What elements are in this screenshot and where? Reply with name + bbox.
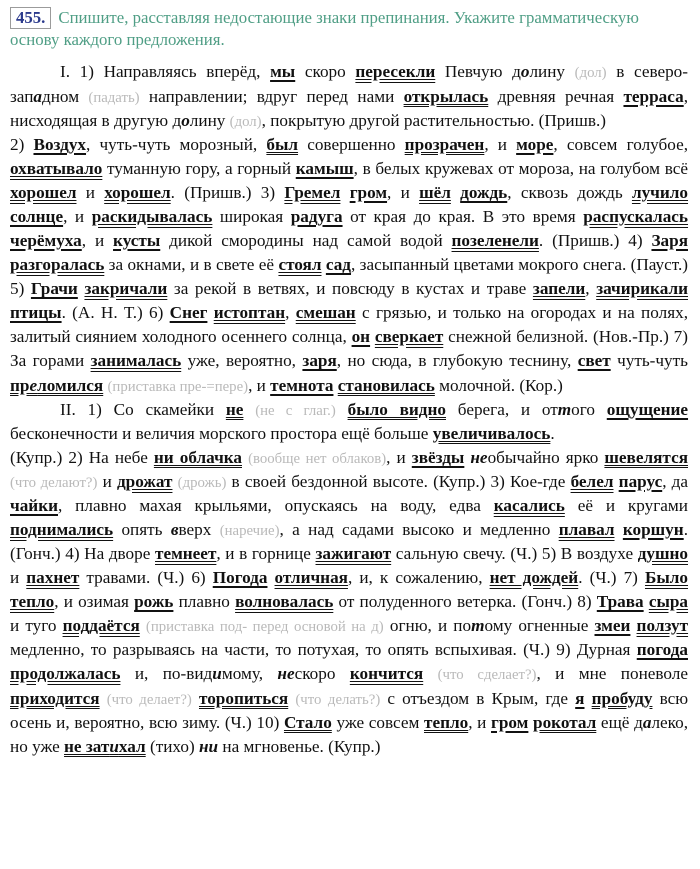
- text-run: мы: [270, 62, 296, 82]
- text-run: пересекли: [355, 62, 436, 82]
- text-run: закричали: [84, 279, 168, 299]
- text-run: кусты: [113, 231, 161, 251]
- paragraph-part1-sentence1: [10, 60, 688, 132]
- paragraph-part1-sentences2-7: [10, 133, 688, 398]
- text-run: шевелятся: [604, 447, 688, 467]
- text-run: поднимались: [10, 519, 114, 539]
- text-run: , и озимая: [54, 592, 135, 612]
- text-run: ,: [585, 279, 597, 299]
- text-run: 2): [10, 134, 34, 154]
- text-run: коршун: [622, 519, 684, 539]
- text-run: пр: [10, 375, 30, 395]
- text-run: от края до края. В это время: [342, 206, 584, 226]
- text-run: ому огненные: [484, 616, 595, 636]
- text-run: Снег: [169, 303, 208, 323]
- text-run: змеи: [594, 616, 631, 636]
- text-run: Трава: [596, 592, 644, 612]
- text-run: скоро: [295, 62, 356, 82]
- text-run: занималась: [90, 351, 182, 371]
- text-run: чайки: [10, 495, 58, 515]
- text-run: совершенно: [298, 134, 405, 154]
- text-run: не зат: [64, 736, 110, 756]
- text-run: (приставка пре-=пере): [107, 378, 249, 395]
- text-run: [423, 664, 437, 683]
- text-run: Гремел: [284, 182, 341, 202]
- text-run: т: [557, 399, 572, 419]
- text-run: зачирикали: [596, 279, 688, 299]
- text-run: от полуденного ветерка. (Гонч.) 8): [333, 592, 597, 612]
- text-run: море: [516, 134, 554, 154]
- text-run: [243, 400, 255, 419]
- text-run: (не с глаг.): [255, 402, 336, 419]
- text-run: свет: [577, 351, 611, 371]
- text-run: касались: [493, 495, 565, 515]
- text-run: ещё д: [596, 712, 643, 732]
- text-run: Погода: [212, 568, 268, 588]
- text-run: не: [225, 399, 244, 419]
- text-run: распускалась: [583, 206, 689, 226]
- text-run: .: [550, 423, 555, 443]
- text-run: за рекой в ветвях, и повсюду в кустах и траве: [167, 279, 533, 299]
- text-run: , и, к сожалению,: [347, 568, 490, 588]
- text-run: приходится: [10, 688, 100, 708]
- text-run: всю осень и, вероятно, всю зиму. (Ч.) 10): [10, 688, 689, 732]
- text-run: нет дождей: [489, 568, 579, 588]
- text-run: за окнами, и в свете её: [104, 255, 279, 275]
- text-run: , и: [387, 182, 420, 202]
- text-run: , в белых кружевах от мороза, на голубом всё: [353, 158, 688, 178]
- exercise-number: 455.: [10, 7, 51, 29]
- text-run: и: [10, 568, 27, 588]
- text-run: был: [266, 134, 299, 154]
- text-run: , засыпанный цветами мокрого снега. (Пауст.) 5): [10, 255, 688, 299]
- text-run: он: [351, 327, 371, 347]
- text-run: волновалась: [235, 592, 334, 612]
- text-run: отличная: [274, 568, 348, 588]
- text-run: и: [76, 182, 105, 202]
- text-run: прозрачен: [404, 134, 485, 154]
- text-run: не: [277, 664, 295, 684]
- text-run: лину: [189, 110, 230, 130]
- text-run: , и в горнице: [216, 544, 316, 564]
- text-run: в северо-зап: [10, 62, 689, 106]
- text-run: верх: [178, 519, 220, 539]
- text-run: , и: [63, 206, 92, 226]
- text-run: Заря: [651, 231, 688, 251]
- text-run: в: [170, 519, 179, 539]
- text-run: дикой смородины над самой водой: [160, 231, 452, 251]
- text-run: солнце: [10, 206, 64, 226]
- text-run: рожь: [134, 592, 174, 612]
- text-run: , нисходящая в другую д: [10, 86, 688, 130]
- text-run: шёл: [419, 182, 451, 202]
- text-run: . (Пришв.) 3): [170, 182, 285, 202]
- text-run: а: [33, 86, 42, 106]
- text-run: сальную свечу. (Ч.) 5) В воздухе: [391, 544, 638, 564]
- text-run: парус: [618, 471, 663, 491]
- text-run: белел: [570, 471, 614, 491]
- text-run: гром: [491, 712, 529, 732]
- text-run: мому,: [221, 664, 278, 684]
- text-run: травами. (Ч.) 6): [79, 568, 213, 588]
- text-run: тепло: [424, 712, 469, 732]
- text-run: сыра: [648, 592, 689, 612]
- text-run: , покрытую другой растительностью. (Пришв.): [261, 110, 606, 130]
- text-run: , совсем голубое,: [553, 134, 688, 154]
- text-run: , и: [468, 712, 492, 732]
- text-run: [340, 183, 349, 202]
- text-run: в своей бездонной высоте. (Купр.) 3) Кое-где: [226, 471, 571, 491]
- text-run: птицы: [10, 303, 62, 323]
- text-run: е: [29, 375, 38, 395]
- text-run: рокотал: [533, 712, 597, 732]
- text-run: ни облачка: [153, 447, 242, 467]
- text-run: зажигают: [315, 544, 392, 564]
- text-run: Стало: [283, 712, 332, 732]
- text-run: черёмуха: [10, 231, 82, 251]
- text-run: о: [181, 110, 190, 130]
- text-run: увеличивалось: [432, 423, 551, 443]
- text-run: уже совсем: [331, 712, 424, 732]
- text-run: уже, вероятно,: [181, 351, 303, 371]
- text-run: и, по-вид: [120, 664, 213, 684]
- text-run: было видно: [347, 399, 447, 419]
- text-run: (что делают?): [10, 474, 98, 491]
- text-run: широкая: [212, 206, 291, 226]
- text-run: (что делать?): [295, 691, 381, 708]
- text-run: [336, 400, 348, 419]
- text-run: душно: [637, 544, 688, 564]
- text-run: (падать): [88, 89, 140, 106]
- text-run: хал: [118, 736, 146, 756]
- text-run: кончится: [349, 664, 424, 684]
- text-run: , и: [386, 447, 412, 467]
- text-run: не: [470, 447, 488, 467]
- text-run: и: [109, 736, 119, 756]
- text-run: ломился: [37, 375, 104, 395]
- text-run: и туго: [10, 616, 63, 636]
- text-run: стоял: [278, 255, 322, 275]
- text-run: о: [520, 62, 530, 82]
- text-run: чуть-чуть: [610, 351, 688, 371]
- text-run: [267, 568, 274, 587]
- text-run: (дол): [229, 113, 262, 130]
- text-run: разгоралась: [10, 255, 105, 275]
- text-run: гром: [349, 182, 388, 202]
- text-run: (тихо): [145, 736, 199, 756]
- exercise-header: [10, 7, 688, 51]
- text-run: , и мне поневоле: [536, 664, 688, 684]
- text-run: медленно, то разрываясь на части, то потухая, то опять вспыхивая. (Ч.) 9) Дурная: [10, 640, 637, 660]
- text-run: [451, 183, 460, 202]
- text-run: снежной белизной. (Нов.-Пр.) 7) За горами: [10, 327, 688, 371]
- text-run: темнеет: [155, 544, 217, 564]
- text-run: (Купр.) 2) На небе: [10, 447, 154, 467]
- text-run: бесконечности и величия морского простора ещё больше: [10, 423, 433, 443]
- text-run: (приставка под- перед основой на д): [145, 619, 384, 636]
- paragraph-part2-sentences2-10: [10, 446, 688, 759]
- text-run: камыш: [295, 158, 354, 178]
- text-run: продолжалась: [10, 664, 121, 684]
- text-run: охватывало: [10, 158, 103, 178]
- text-run: дном: [41, 86, 89, 106]
- text-run: древняя речная: [488, 86, 624, 106]
- text-run: темнота: [270, 375, 334, 395]
- text-run: торопиться: [198, 688, 289, 708]
- text-run: обычайно ярко: [487, 447, 605, 467]
- text-run: [584, 689, 591, 708]
- text-run: на мгновенье. (Купр.): [218, 736, 381, 756]
- exercise-instruction: Спишите, расставляя недостающие знаки препинания. Укажите грамматическую основу каждого предложения.: [10, 8, 639, 50]
- text-run: смешан: [295, 303, 356, 323]
- text-run: (вообще нет облаков): [248, 450, 387, 467]
- text-run: , и: [484, 134, 517, 154]
- text-run: Певчую д: [435, 62, 521, 82]
- text-run: и: [212, 664, 222, 684]
- text-run: пахнет: [26, 568, 80, 588]
- text-run: а: [642, 712, 652, 732]
- text-run: (наречие): [219, 522, 280, 539]
- text-run: (дрожь): [177, 474, 227, 491]
- text-run: поддаётся: [62, 616, 140, 636]
- text-run: плавно: [173, 592, 236, 612]
- text-run: дрожат: [116, 471, 173, 491]
- text-run: [615, 520, 623, 539]
- text-run: , плавно махая крыльями, опускаясь на воду, едва: [58, 495, 494, 515]
- text-run: хорошел: [104, 182, 171, 202]
- text-run: открылась: [403, 86, 489, 106]
- text-run: молочной. (Кор.): [434, 375, 563, 395]
- text-run: берега, и от: [446, 399, 558, 419]
- text-run: запели: [532, 279, 586, 299]
- text-run: направлении; вдруг перед нами: [139, 86, 404, 106]
- text-run: Воздух: [33, 134, 87, 154]
- text-run: ого: [571, 399, 607, 419]
- text-run: звёзды: [411, 447, 465, 467]
- text-run: леко, но уже: [10, 712, 689, 756]
- text-run: с отъездом в Крым, где: [380, 688, 576, 708]
- text-run: скоро: [294, 664, 350, 684]
- text-run: . (А. Н. Т.) 6): [61, 303, 170, 323]
- text-run: (что сделает?): [437, 667, 537, 684]
- text-run: (дол): [574, 65, 607, 82]
- text-run: [100, 689, 107, 708]
- text-run: ползут: [636, 616, 689, 636]
- text-run: погода: [636, 640, 688, 660]
- text-run: плавал: [558, 519, 615, 539]
- text-run: туманную гору, а горный: [102, 158, 296, 178]
- text-run: ни: [198, 736, 219, 756]
- paragraph-part2-sentence1: [10, 398, 688, 446]
- text-run: I. 1) Направляясь вперёд,: [60, 62, 271, 82]
- text-run: . (Пришв.) 4): [538, 231, 652, 251]
- text-run: становилась: [337, 375, 435, 395]
- text-run: сверкает: [374, 327, 444, 347]
- text-run: заря: [302, 351, 337, 371]
- text-run: опять: [113, 519, 171, 539]
- text-run: лину: [529, 62, 575, 82]
- text-run: я: [575, 688, 585, 708]
- text-run: , а над садами высоко и медленно: [279, 519, 559, 539]
- text-run: Было тепло: [10, 568, 689, 612]
- text-run: истоптан: [213, 303, 286, 323]
- text-run: , но сюда, в глубокую теснину,: [336, 351, 578, 371]
- text-run: радуга: [290, 206, 343, 226]
- text-run: . (Гонч.) 4) На дворе: [10, 519, 688, 564]
- text-run: (что делает?): [106, 691, 192, 708]
- text-run: , и: [81, 231, 114, 251]
- text-run: Грачи: [30, 279, 78, 299]
- text-run: ощущение: [606, 399, 689, 419]
- text-run: раскидывалась: [91, 206, 213, 226]
- text-run: с грязью, и только на огородах и на полях, залитый сиянием холодного осеннего солнца,: [10, 303, 688, 347]
- text-run: и: [97, 471, 117, 491]
- text-run: пробуду: [591, 688, 653, 708]
- text-run: позеленели: [451, 231, 539, 251]
- text-run: т: [471, 616, 485, 636]
- text-run: , сквозь дождь: [507, 182, 632, 202]
- text-run: . (Ч.) 7): [578, 568, 645, 588]
- text-run: огню, и по: [383, 616, 472, 636]
- text-run: , и: [248, 375, 271, 395]
- text-run: II. 1) Со скамейки: [60, 399, 226, 419]
- text-run: [192, 689, 199, 708]
- text-run: , да: [662, 471, 689, 491]
- text-run: её и кругами: [564, 495, 688, 515]
- text-run: дождь: [460, 182, 508, 202]
- text-run: хорошел: [10, 182, 77, 202]
- text-run: сад: [325, 255, 352, 275]
- text-run: лучило: [631, 182, 689, 202]
- text-run: терраса: [623, 86, 684, 106]
- text-run: , чуть-чуть морозный,: [86, 134, 267, 154]
- text-run: ,: [285, 303, 296, 323]
